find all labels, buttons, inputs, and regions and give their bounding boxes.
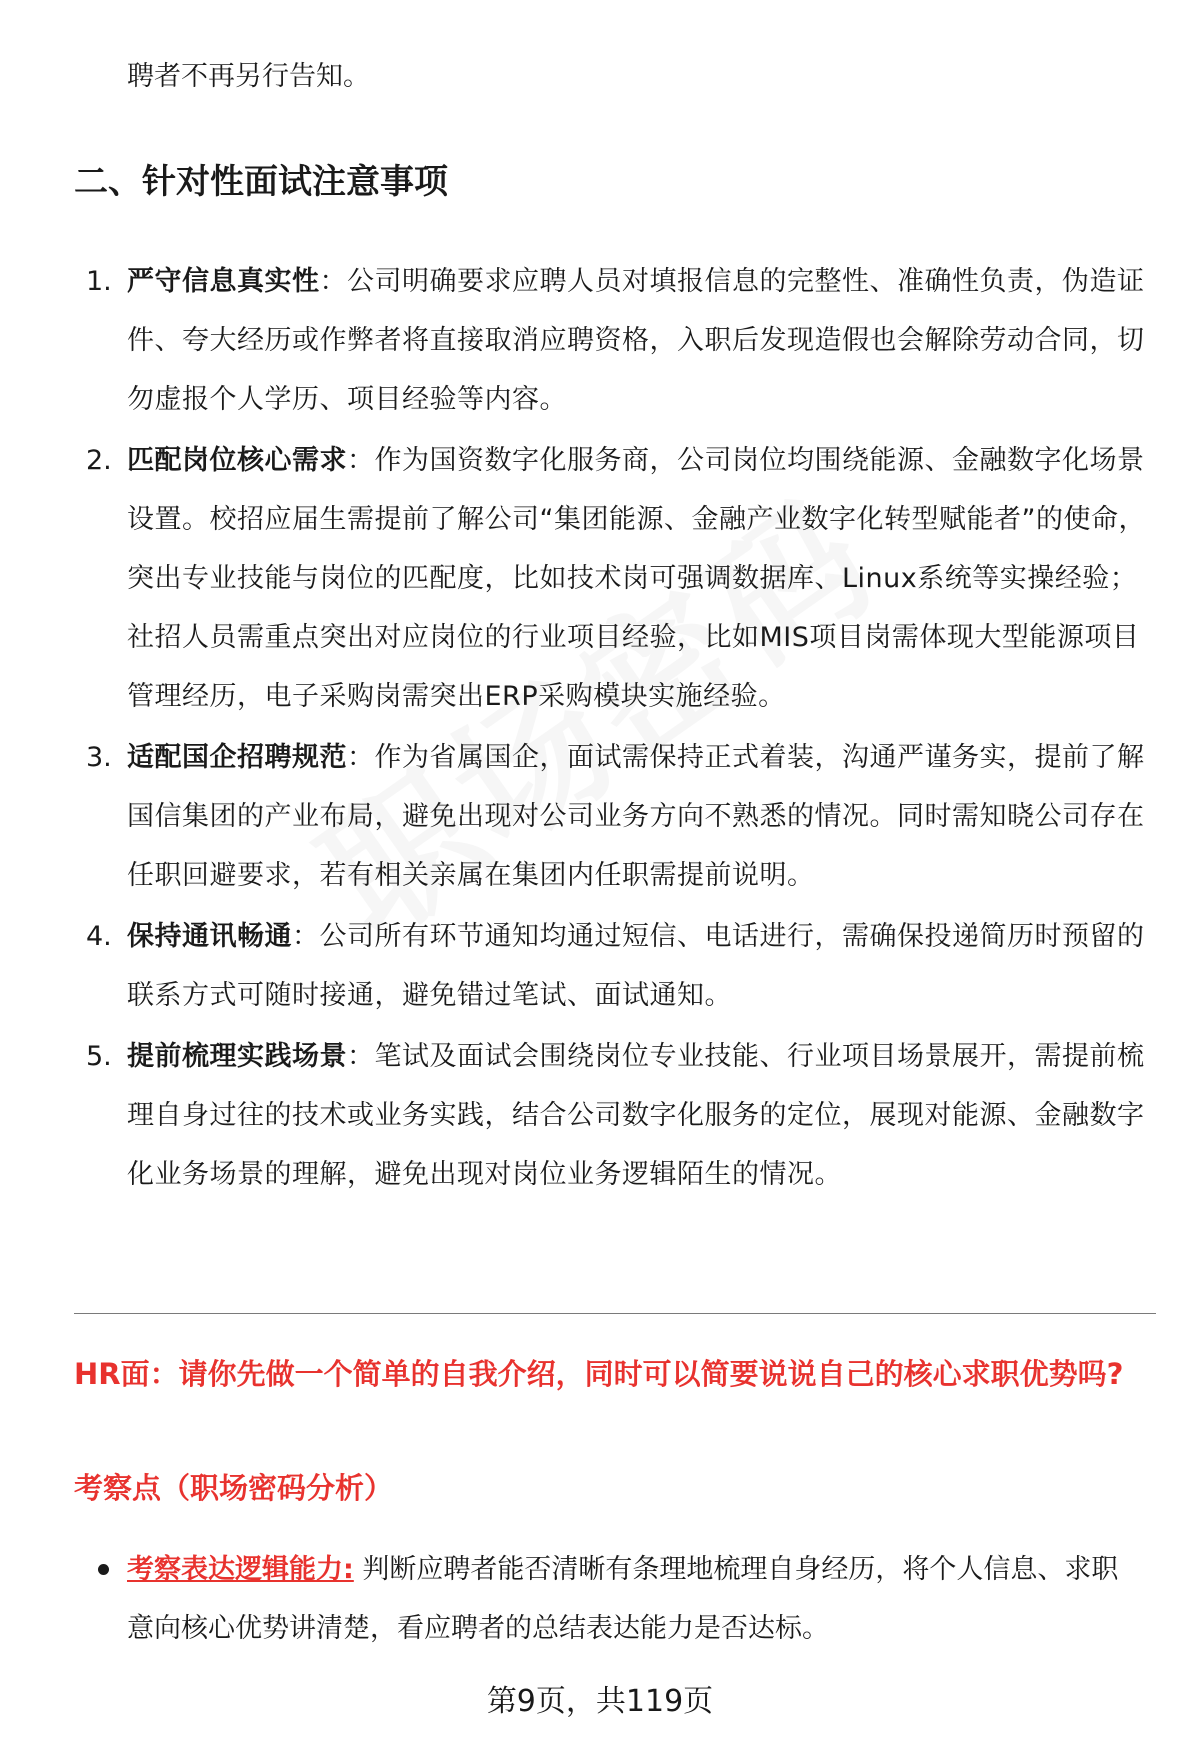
bullet-list	[0, 1540, 1200, 1658]
bullet-body: 判断应聘者能否清晰有条理地梳理自身经历，将个人信息、求职意向核心优势讲清楚，看应聘者的总结表达能力是否达标。	[127, 1554, 1119, 1644]
section-heading: 二、针对性面试注意事项	[74, 162, 448, 202]
hr-question-heading: HR面：请你先做一个简单的自我介绍，同时可以简要说说自己的核心求职优势吗?	[74, 1357, 1124, 1391]
bullet-item	[0, 1540, 1127, 1658]
list-item-number: 4.	[86, 921, 112, 952]
list-item-body: ：作为省属国企，面试需保持正式着装，沟通严谨务实，提前了解国信集团的产业布局，避免出现对公司业务方向不熟悉的情况。同时需知晓公司存在任职回避要求，若有相关亲属在集团内任职需提前说明。	[127, 742, 1145, 891]
list-item-label: 提前梳理实践场景	[127, 1041, 347, 1072]
bullet-label: 考察表达逻辑能力:	[127, 1554, 354, 1585]
list-item-body: ：笔试及面试会围绕岗位专业技能、行业项目场景展开，需提前梳理自身过往的技术或业务实践，结合公司数字化服务的定位，展现对能源、金融数字化业务场景的理解，避免出现对岗位业务逻辑陌生的情况。	[127, 1041, 1145, 1190]
list-item-number: 3.	[86, 742, 112, 773]
bullet-dot-icon	[98, 1564, 109, 1575]
list-item	[0, 431, 1147, 726]
list-item-number: 1.	[86, 266, 112, 297]
list-item-number: 2.	[86, 445, 112, 476]
list-item-label: 保持通讯畅通	[127, 921, 292, 952]
list-item-label: 严守信息真实性	[127, 266, 320, 297]
list-item-label: 适配国企招聘规范	[127, 742, 347, 773]
page-number-footer: 第9页，共119页	[486, 1684, 714, 1719]
list-item	[0, 1027, 1147, 1204]
horizontal-divider	[74, 1313, 1156, 1314]
list-item-label: 匹配岗位核心需求	[127, 445, 347, 476]
list-item	[0, 728, 1147, 905]
numbered-list	[0, 252, 1200, 1206]
list-item	[0, 907, 1147, 1025]
list-item	[0, 252, 1147, 429]
list-item-body: ：公司明确要求应聘人员对填报信息的完整性、准确性负责，伪造证件、夸大经历或作弊者将直接取消应聘资格，入职后发现造假也会解除劳动合同，切勿虚报个人学历、项目经验等内容。	[127, 266, 1145, 415]
list-item-body: ：公司所有环节通知均通过短信、电话进行，需确保投递简历时预留的联系方式可随时接通，避免错过笔试、面试通知。	[127, 921, 1145, 1011]
continuation-text: 聘者不再另行告知。	[127, 61, 370, 92]
analysis-heading: 考察点（职场密码分析）	[74, 1471, 394, 1505]
list-item-body: ：作为国资数字化服务商，公司岗位均围绕能源、金融数字化场景设置。校招应届生需提前了解公司“集团能源、金融产业数字化转型赋能者”的使命，突出专业技能与岗位的匹配度，比如技术岗可强调数据库、Linux系统等实操经验；社招人员需重点突出对应岗位的行业项目经验，比如MIS项目岗需体现大型能源项目管理经历，电子采购岗需突出ERP采购模块实施经验。	[127, 445, 1146, 712]
list-item-number: 5.	[86, 1041, 112, 1072]
